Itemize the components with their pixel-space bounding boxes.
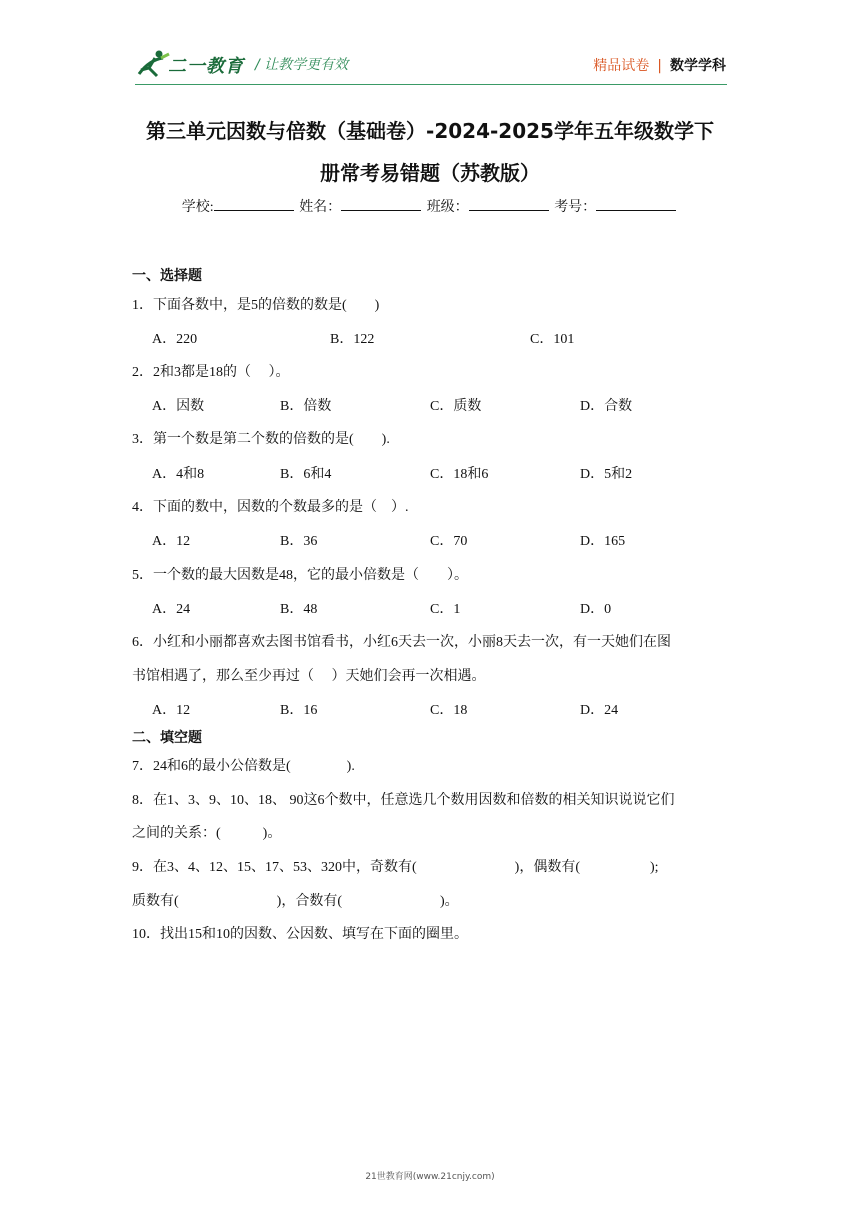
logo-text: 二一教育 xyxy=(168,56,244,77)
q4-option-a[interactable]: A．12 xyxy=(152,534,191,549)
q2-option-a[interactable]: A．因数 xyxy=(152,399,205,414)
q2-option-b[interactable]: B．倍数 xyxy=(280,399,332,414)
q1-option-b[interactable]: B．122 xyxy=(330,332,375,347)
question-6-line-1: 6．小红和小丽都喜欢去图书馆看书，小红6天去一次，小丽8天去一次，有一天她们在图 xyxy=(132,635,671,650)
question-8-line-1: 8．在1、3、9、10、18、 90这6个数中，任意选几个数用因数和倍数的相关知识说说它们 xyxy=(132,793,675,808)
title-line-1: 第三单元因数与倍数（基础卷）-2024-2025学年五年级数学下 xyxy=(146,119,714,143)
question-4: 4．下面的数中，因数的个数最多的是（ ）. xyxy=(132,500,409,515)
slogan: / 让教学更有效 xyxy=(255,57,349,73)
question-10: 10．找出15和10的因数、公因数、填写在下面的圈里。 xyxy=(132,927,468,942)
question-3: 3．第一个数是第二个数的倍数的是( ). xyxy=(132,432,390,447)
q1-option-a[interactable]: A．220 xyxy=(152,332,198,347)
id-blank[interactable] xyxy=(596,196,676,211)
q4-option-c[interactable]: C．70 xyxy=(430,534,468,549)
header-divider xyxy=(135,84,727,85)
question-8-line-2: 之间的关系：( )。 xyxy=(132,826,282,841)
q6-option-d[interactable]: D．24 xyxy=(580,703,619,718)
header-label-subject: 数学学科 xyxy=(670,58,726,74)
q6-option-c[interactable]: C．18 xyxy=(430,703,468,718)
name-label: 姓名： xyxy=(299,200,342,215)
question-6-line-2: 书馆相遇了，那么至少再过（ ）天她们会再一次相遇。 xyxy=(132,669,486,684)
title-line-2: 册常考易错题（苏教版） xyxy=(320,161,540,185)
q2-option-d[interactable]: D．合数 xyxy=(580,399,633,414)
question-2: 2．2和3都是18的（ ）。 xyxy=(132,365,290,380)
school-blank[interactable] xyxy=(214,196,294,211)
q2-option-c[interactable]: C．质数 xyxy=(430,399,482,414)
class-label: 班级： xyxy=(426,200,469,215)
header-separator: | xyxy=(657,58,662,74)
q4-option-b[interactable]: B．36 xyxy=(280,534,318,549)
header-right xyxy=(593,55,726,75)
id-label: 考号： xyxy=(554,200,597,215)
page-footer: 21世教育网(www.21cnjy.com) xyxy=(365,1172,495,1182)
q3-option-d[interactable]: D．5和2 xyxy=(580,467,633,482)
q3-option-b[interactable]: B．6和4 xyxy=(280,467,332,482)
q1-option-c[interactable]: C．101 xyxy=(530,332,575,347)
question-7: 7．24和6的最小公倍数是( ). xyxy=(132,759,355,774)
page-title xyxy=(130,110,730,194)
question-9-line-2: 质数有( )，合数有( )。 xyxy=(132,894,459,909)
q3-option-c[interactable]: C．18和6 xyxy=(430,467,489,482)
class-blank[interactable] xyxy=(469,196,549,211)
question-9-line-1: 9．在3、4、12、15、17、53、320中，奇数有( )，偶数有( ); xyxy=(132,860,659,875)
q6-option-b[interactable]: B．16 xyxy=(280,703,318,718)
q4-option-d[interactable]: D．165 xyxy=(580,534,626,549)
q6-option-a[interactable]: A．12 xyxy=(152,703,191,718)
school-label: 学校: xyxy=(181,200,214,215)
header-label-paper: 精品试卷 xyxy=(593,58,650,74)
page-header xyxy=(0,0,860,92)
question-5: 5．一个数的最大因数是48，它的最小倍数是（ ）。 xyxy=(132,568,468,583)
section-choice: 一、选择题 xyxy=(132,268,202,284)
question-1: 1．下面各数中，是5的倍数的数是( ) xyxy=(132,298,380,313)
name-blank[interactable] xyxy=(341,196,421,211)
q5-option-d[interactable]: D．0 xyxy=(580,602,612,617)
section-fill: 二、填空题 xyxy=(132,730,202,746)
q5-option-c[interactable]: C．1 xyxy=(430,602,461,617)
q5-option-a[interactable]: A．24 xyxy=(152,602,191,617)
q3-option-a[interactable]: A．4和8 xyxy=(152,467,205,482)
q5-option-b[interactable]: B．48 xyxy=(280,602,318,617)
student-info xyxy=(0,196,860,216)
